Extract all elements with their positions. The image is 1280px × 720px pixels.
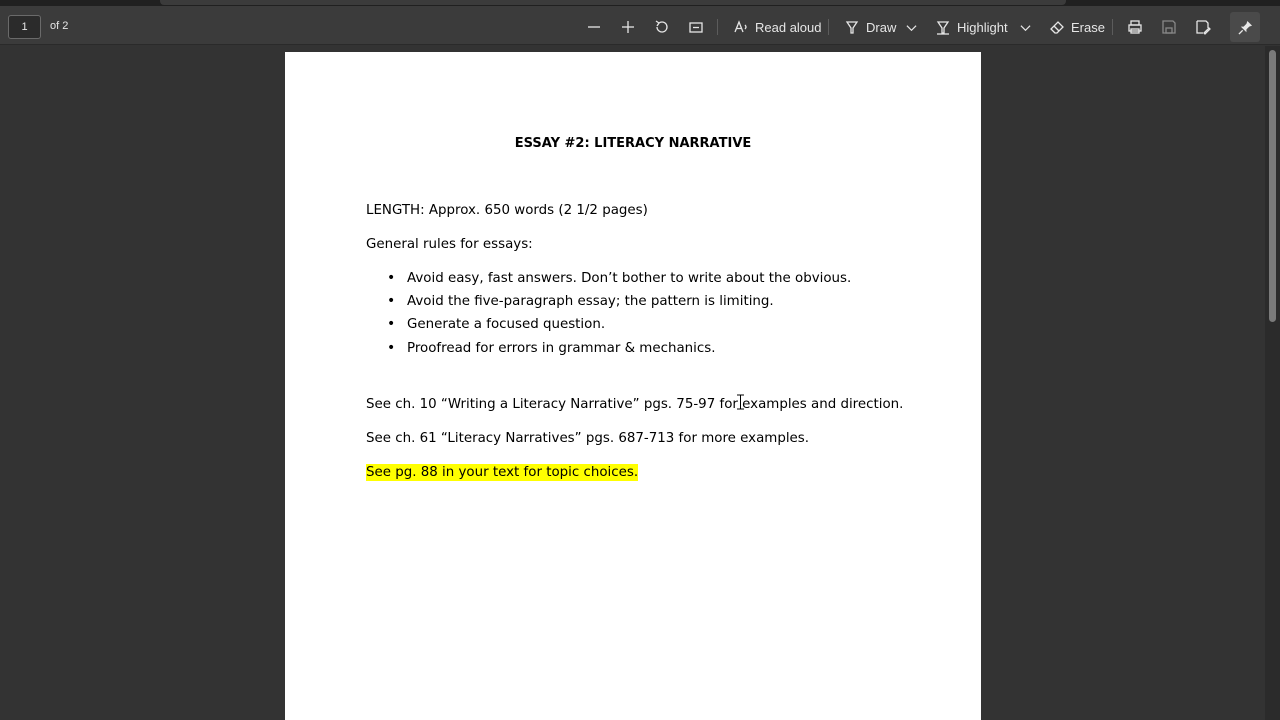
pdf-page <box>285 52 981 720</box>
save-icon <box>1161 19 1177 35</box>
list-item: • Proofread for errors in grammar & mechanics. <box>387 341 851 364</box>
save-button[interactable] <box>1161 14 1177 40</box>
list-item: • Avoid the five-paragraph essay; the pattern is limiting. <box>387 294 851 317</box>
draw-options-dropdown[interactable] <box>906 14 917 40</box>
zoom-in-icon <box>620 19 636 35</box>
address-bar[interactable] <box>160 0 1066 5</box>
highlight-options-dropdown[interactable] <box>1020 14 1031 40</box>
rotate-button[interactable] <box>654 14 670 40</box>
toolbar-separator <box>1112 19 1113 35</box>
pin-toolbar-button[interactable] <box>1230 12 1260 42</box>
erase-icon <box>1049 19 1065 35</box>
page-number-input[interactable]: 1 <box>8 15 41 39</box>
fit-page-icon <box>688 19 704 35</box>
vertical-scrollbar[interactable] <box>1265 46 1280 720</box>
highlighted-reference-line <box>366 465 638 480</box>
text-cursor-icon <box>736 394 745 410</box>
document-title: ESSAY #2: LITERACY NARRATIVE <box>514 136 752 151</box>
rules-heading: General rules for essays: <box>366 237 533 252</box>
toolbar-separator <box>828 19 829 35</box>
rotate-icon <box>654 19 670 35</box>
scrollbar-thumb[interactable] <box>1269 50 1276 322</box>
highlight-icon <box>935 19 951 35</box>
save-as-icon <box>1195 19 1211 35</box>
draw-label: Draw <box>866 19 897 35</box>
pdf-toolbar <box>0 6 1280 45</box>
zoom-in-button[interactable] <box>620 14 636 40</box>
page-count: of 2 <box>50 20 69 32</box>
toolbar-separator <box>717 19 718 35</box>
rules-list <box>387 271 851 364</box>
erase-button[interactable] <box>1049 14 1105 40</box>
read-aloud-button[interactable] <box>733 14 822 40</box>
pin-icon <box>1238 20 1253 35</box>
highlight-label: Highlight <box>957 19 1008 35</box>
chevron-down-icon <box>906 22 917 33</box>
list-item: • Generate a focused question. <box>387 317 851 340</box>
chevron-down-icon <box>1020 22 1031 33</box>
length-line: LENGTH: Approx. 650 words (2 1/2 pages) <box>366 203 648 218</box>
fit-page-button[interactable] <box>688 14 704 40</box>
draw-button[interactable] <box>844 14 896 40</box>
draw-icon <box>844 19 860 35</box>
erase-label: Erase <box>1071 19 1105 35</box>
print-icon <box>1127 19 1143 35</box>
print-button[interactable] <box>1127 14 1143 40</box>
reference-line: See ch. 61 “Literacy Narratives” pgs. 687-713 for more examples. <box>366 431 810 446</box>
list-item: • Avoid easy, fast answers. Don’t bother to write about the obvious. <box>387 271 851 294</box>
zoom-out-button[interactable] <box>586 14 602 40</box>
save-as-button[interactable] <box>1195 14 1211 40</box>
read-aloud-label: Read aloud <box>755 19 822 35</box>
highlight-button[interactable] <box>935 14 1008 40</box>
highlight-mark: See pg. 88 in your text for topic choices. <box>366 465 639 480</box>
zoom-out-icon <box>586 19 602 35</box>
read-aloud-icon <box>733 19 749 35</box>
reference-line: See ch. 10 “Writing a Literacy Narrative” pgs. 75-97 for examples and direction. <box>366 397 904 412</box>
